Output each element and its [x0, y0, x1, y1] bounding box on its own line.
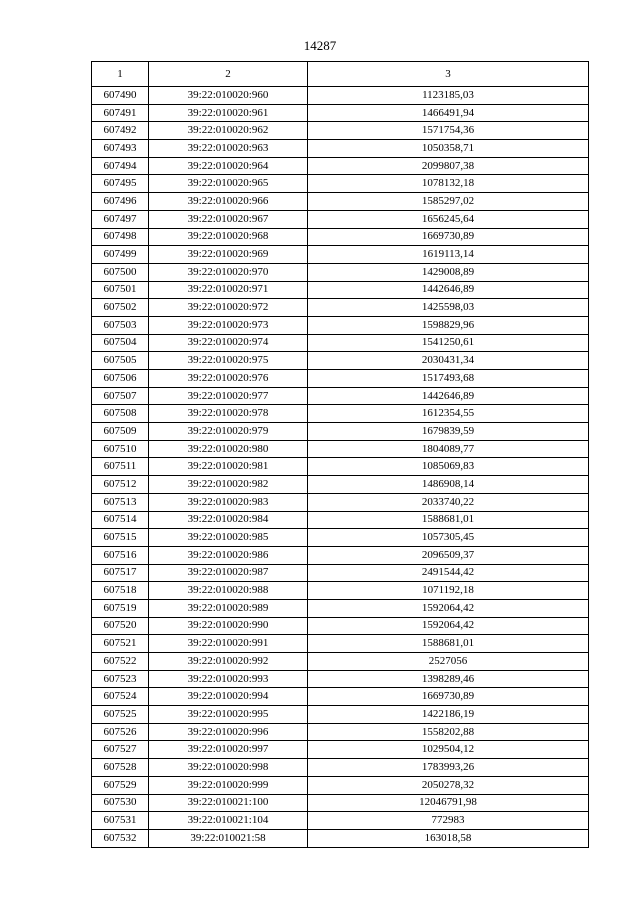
record-number-cell: 607495 — [92, 175, 149, 193]
table-row — [92, 104, 589, 122]
record-number-cell: 607521 — [92, 635, 149, 653]
cadastral-number-cell: 39:22:010020:964 — [149, 157, 308, 175]
table-row — [92, 246, 589, 264]
value-cell: 1783993,26 — [308, 759, 589, 777]
value-cell: 1571754,36 — [308, 122, 589, 140]
value-cell: 1466491,94 — [308, 104, 589, 122]
table-row — [92, 263, 589, 281]
value-cell: 1588681,01 — [308, 635, 589, 653]
value-cell: 1669730,89 — [308, 228, 589, 246]
record-number-cell: 607508 — [92, 405, 149, 423]
table-row — [92, 829, 589, 847]
record-number-cell: 607509 — [92, 423, 149, 441]
table-row — [92, 493, 589, 511]
cadastral-number-cell: 39:22:010020:992 — [149, 653, 308, 671]
table-row — [92, 476, 589, 494]
cadastral-number-cell: 39:22:010020:965 — [149, 175, 308, 193]
table-row — [92, 635, 589, 653]
value-cell: 1619113,14 — [308, 246, 589, 264]
value-cell: 2030431,34 — [308, 352, 589, 370]
value-cell: 1517493,68 — [308, 370, 589, 388]
record-number-cell: 607523 — [92, 670, 149, 688]
table-row — [92, 458, 589, 476]
cadastral-number-cell: 39:22:010020:982 — [149, 476, 308, 494]
table-row — [92, 228, 589, 246]
table-row — [92, 423, 589, 441]
record-number-cell: 607507 — [92, 387, 149, 405]
record-number-cell: 607525 — [92, 706, 149, 724]
cadastral-number-cell: 39:22:010020:971 — [149, 281, 308, 299]
cadastral-number-cell: 39:22:010020:979 — [149, 423, 308, 441]
table-row — [92, 759, 589, 777]
value-cell: 1804089,77 — [308, 440, 589, 458]
cadastral-number-cell: 39:22:010020:969 — [149, 246, 308, 264]
value-cell: 2099807,38 — [308, 157, 589, 175]
value-cell: 1598829,96 — [308, 316, 589, 334]
header-row — [92, 62, 589, 87]
table-row — [92, 140, 589, 158]
cadastral-number-cell: 39:22:010020:994 — [149, 688, 308, 706]
table-row — [92, 706, 589, 724]
cadastral-number-cell: 39:22:010020:975 — [149, 352, 308, 370]
cadastral-number-cell: 39:22:010020:974 — [149, 334, 308, 352]
record-number-cell: 607491 — [92, 104, 149, 122]
record-number-cell: 607504 — [92, 334, 149, 352]
value-cell: 1588681,01 — [308, 511, 589, 529]
cadastral-number-cell: 39:22:010020:981 — [149, 458, 308, 476]
cadastral-number-cell: 39:22:010020:999 — [149, 776, 308, 794]
table-row — [92, 440, 589, 458]
record-number-cell: 607526 — [92, 723, 149, 741]
record-number-cell: 607501 — [92, 281, 149, 299]
cadastral-number-cell: 39:22:010020:966 — [149, 193, 308, 211]
record-number-cell: 607530 — [92, 794, 149, 812]
record-number-cell: 607490 — [92, 87, 149, 105]
table-row — [92, 617, 589, 635]
page-number: 14287 — [303, 38, 337, 53]
value-cell: 2491544,42 — [308, 564, 589, 582]
value-cell: 1679839,59 — [308, 423, 589, 441]
cadastral-number-cell: 39:22:010020:967 — [149, 210, 308, 228]
record-number-cell: 607527 — [92, 741, 149, 759]
cadastral-number-cell: 39:22:010020:962 — [149, 122, 308, 140]
cadastral-number-cell: 39:22:010020:963 — [149, 140, 308, 158]
cadastral-number-cell: 39:22:010020:989 — [149, 599, 308, 617]
cadastral-number-cell: 39:22:010020:983 — [149, 493, 308, 511]
record-number-cell: 607499 — [92, 246, 149, 264]
table-row — [92, 688, 589, 706]
record-number-cell: 607511 — [92, 458, 149, 476]
table-row — [92, 157, 589, 175]
value-cell: 1123185,03 — [308, 87, 589, 105]
cadastral-number-cell: 39:22:010020:995 — [149, 706, 308, 724]
table-row — [92, 670, 589, 688]
record-number-cell: 607498 — [92, 228, 149, 246]
record-number-cell: 607497 — [92, 210, 149, 228]
record-number-cell: 607506 — [92, 370, 149, 388]
value-cell: 1029504,12 — [308, 741, 589, 759]
cadastral-number-cell: 39:22:010021:100 — [149, 794, 308, 812]
value-cell: 1429008,89 — [308, 263, 589, 281]
record-number-cell: 607505 — [92, 352, 149, 370]
value-cell: 2527056 — [308, 653, 589, 671]
value-cell: 1669730,89 — [308, 688, 589, 706]
cadastral-number-cell: 39:22:010020:988 — [149, 582, 308, 600]
record-number-cell: 607532 — [92, 829, 149, 847]
table-row — [92, 175, 589, 193]
cadastral-number-cell: 39:22:010020:972 — [149, 299, 308, 317]
table-row — [92, 87, 589, 105]
cadastral-number-cell: 39:22:010020:993 — [149, 670, 308, 688]
value-cell: 163018,58 — [308, 829, 589, 847]
column-header-2: 2 — [149, 62, 308, 87]
value-cell: 772983 — [308, 812, 589, 830]
cadastral-number-cell: 39:22:010020:987 — [149, 564, 308, 582]
cadastral-number-cell: 39:22:010020:978 — [149, 405, 308, 423]
registry-table — [91, 61, 589, 848]
record-number-cell: 607492 — [92, 122, 149, 140]
cadastral-number-cell: 39:22:010020:984 — [149, 511, 308, 529]
table-row — [92, 352, 589, 370]
record-number-cell: 607515 — [92, 529, 149, 547]
column-header-3: 3 — [308, 62, 589, 87]
table-header — [92, 62, 589, 87]
value-cell: 1078132,18 — [308, 175, 589, 193]
table-row — [92, 723, 589, 741]
value-cell: 1585297,02 — [308, 193, 589, 211]
table-row — [92, 405, 589, 423]
record-number-cell: 607522 — [92, 653, 149, 671]
record-number-cell: 607514 — [92, 511, 149, 529]
table-row — [92, 210, 589, 228]
record-number-cell: 607520 — [92, 617, 149, 635]
cadastral-number-cell: 39:22:010020:996 — [149, 723, 308, 741]
record-number-cell: 607517 — [92, 564, 149, 582]
table-row — [92, 564, 589, 582]
cadastral-number-cell: 39:22:010020:961 — [149, 104, 308, 122]
value-cell: 1442646,89 — [308, 387, 589, 405]
table-row — [92, 387, 589, 405]
cadastral-number-cell: 39:22:010020:998 — [149, 759, 308, 777]
record-number-cell: 607519 — [92, 599, 149, 617]
record-number-cell: 607529 — [92, 776, 149, 794]
value-cell: 2096509,37 — [308, 546, 589, 564]
value-cell: 1592064,42 — [308, 599, 589, 617]
cadastral-number-cell: 39:22:010020:997 — [149, 741, 308, 759]
value-cell: 2050278,32 — [308, 776, 589, 794]
value-cell: 1612354,55 — [308, 405, 589, 423]
record-number-cell: 607500 — [92, 263, 149, 281]
table-row — [92, 511, 589, 529]
value-cell: 1050358,71 — [308, 140, 589, 158]
table-row — [92, 776, 589, 794]
cadastral-number-cell: 39:22:010020:960 — [149, 87, 308, 105]
value-cell: 1071192,18 — [308, 582, 589, 600]
cadastral-number-cell: 39:22:010020:985 — [149, 529, 308, 547]
value-cell: 1442646,89 — [308, 281, 589, 299]
table-row — [92, 370, 589, 388]
record-number-cell: 607502 — [92, 299, 149, 317]
record-number-cell: 607496 — [92, 193, 149, 211]
cadastral-number-cell: 39:22:010020:977 — [149, 387, 308, 405]
record-number-cell: 607503 — [92, 316, 149, 334]
value-cell: 1085069,83 — [308, 458, 589, 476]
table-row — [92, 316, 589, 334]
value-cell: 1057305,45 — [308, 529, 589, 547]
cadastral-number-cell: 39:22:010020:970 — [149, 263, 308, 281]
table-row — [92, 599, 589, 617]
record-number-cell: 607512 — [92, 476, 149, 494]
cadastral-number-cell: 39:22:010021:58 — [149, 829, 308, 847]
cadastral-number-cell: 39:22:010020:990 — [149, 617, 308, 635]
table-row — [92, 653, 589, 671]
cadastral-number-cell: 39:22:010020:968 — [149, 228, 308, 246]
record-number-cell: 607528 — [92, 759, 149, 777]
table-row — [92, 299, 589, 317]
record-number-cell: 607493 — [92, 140, 149, 158]
cadastral-number-cell: 39:22:010020:991 — [149, 635, 308, 653]
value-cell: 1541250,61 — [308, 334, 589, 352]
value-cell: 2033740,22 — [308, 493, 589, 511]
cadastral-number-cell: 39:22:010020:976 — [149, 370, 308, 388]
table-body — [92, 87, 589, 848]
table-row — [92, 334, 589, 352]
record-number-cell: 607518 — [92, 582, 149, 600]
column-header-1: 1 — [92, 62, 149, 87]
table-row — [92, 122, 589, 140]
table-row — [92, 582, 589, 600]
table-row — [92, 193, 589, 211]
table-row — [92, 812, 589, 830]
table-row — [92, 794, 589, 812]
value-cell: 1656245,64 — [308, 210, 589, 228]
value-cell: 1592064,42 — [308, 617, 589, 635]
cadastral-number-cell: 39:22:010020:986 — [149, 546, 308, 564]
value-cell: 1486908,14 — [308, 476, 589, 494]
record-number-cell: 607513 — [92, 493, 149, 511]
value-cell: 1398289,46 — [308, 670, 589, 688]
value-cell: 1425598,03 — [308, 299, 589, 317]
record-number-cell: 607524 — [92, 688, 149, 706]
record-number-cell: 607494 — [92, 157, 149, 175]
cadastral-number-cell: 39:22:010020:980 — [149, 440, 308, 458]
cadastral-number-cell: 39:22:010020:973 — [149, 316, 308, 334]
table-row — [92, 281, 589, 299]
value-cell: 1422186,19 — [308, 706, 589, 724]
value-cell: 1558202,88 — [308, 723, 589, 741]
record-number-cell: 607531 — [92, 812, 149, 830]
cadastral-number-cell: 39:22:010021:104 — [149, 812, 308, 830]
record-number-cell: 607516 — [92, 546, 149, 564]
record-number-cell: 607510 — [92, 440, 149, 458]
table-row — [92, 546, 589, 564]
value-cell: 12046791,98 — [308, 794, 589, 812]
table-row — [92, 529, 589, 547]
table-row — [92, 741, 589, 759]
